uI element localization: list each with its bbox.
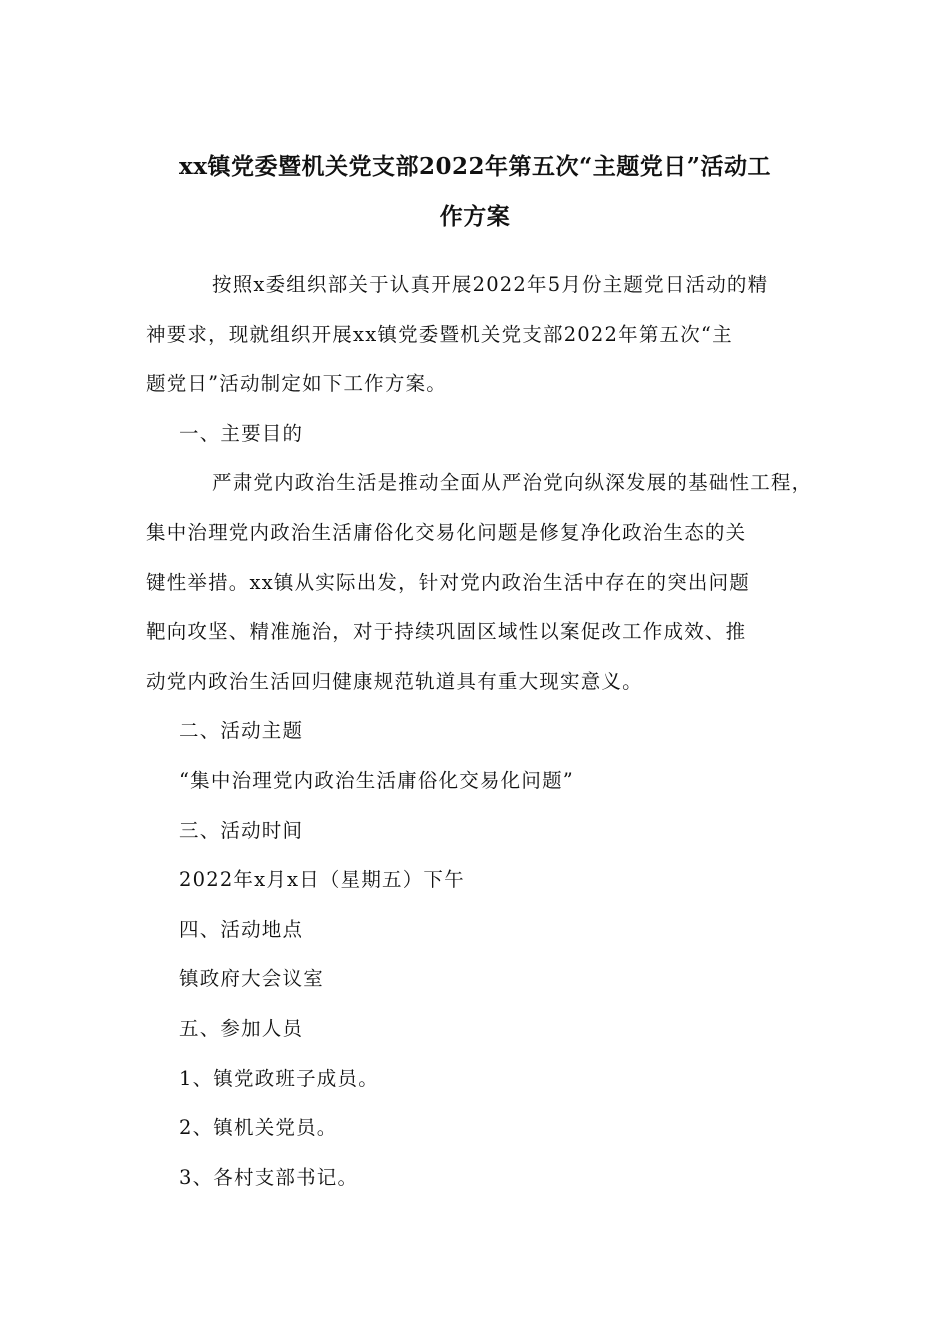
- title-line-1: xx镇党委暨机关党支部2022年第五次“主题党日”活动工: [179, 153, 771, 180]
- section-heading-location: 四、活动地点: [179, 917, 304, 941]
- location-text: 镇政府大会议室: [179, 967, 324, 991]
- purpose-line: 严肃党内政治生活是推动全面从严治党向纵深发展的基础性工程，: [212, 471, 813, 495]
- intro-line: 题党日”活动制定如下工作方案。: [146, 372, 447, 396]
- purpose-paragraph: [146, 458, 813, 706]
- section-heading-participants: 五、参加人员: [179, 1016, 304, 1040]
- purpose-line: 靶向攻坚、精准施治，对于持续巩固区域性以案促改工作成效、推: [146, 620, 747, 644]
- participant-item: 2、镇机关党员。: [179, 1116, 338, 1140]
- purpose-line: 集中治理党内政治生活庸俗化交易化问题是修复净化政治生态的关: [146, 520, 747, 544]
- section-heading-purpose: 一、主要目的: [179, 421, 304, 445]
- intro-line: 神要求，现就组织开展xx镇党委暨机关党支部2022年第五次“主: [146, 322, 733, 346]
- theme-text: “集中治理党内政治生活庸俗化交易化问题”: [179, 768, 574, 792]
- intro-line: 按照x委组织部关于认真开展2022年5月份主题党日活动的精: [212, 273, 769, 296]
- time-text: 2022年x月x日（星期五）下午: [179, 868, 465, 892]
- participant-item: 1、镇党政班子成员。: [179, 1066, 379, 1090]
- intro-paragraph: [146, 260, 806, 409]
- purpose-line: 动党内政治生活回归健康规范轨道具有重大现实意义。: [146, 669, 643, 693]
- purpose-line: 键性举措。xx镇从实际出发，针对党内政治生活中存在的突出问题: [146, 570, 750, 594]
- title-line-2: 作方案: [439, 203, 511, 230]
- section-heading-time: 三、活动时间: [179, 818, 304, 842]
- document-body: [146, 260, 813, 1202]
- participant-item: 3、各村支部书记。: [179, 1165, 359, 1189]
- document-title: [120, 142, 830, 242]
- section-heading-theme: 二、活动主题: [179, 719, 304, 743]
